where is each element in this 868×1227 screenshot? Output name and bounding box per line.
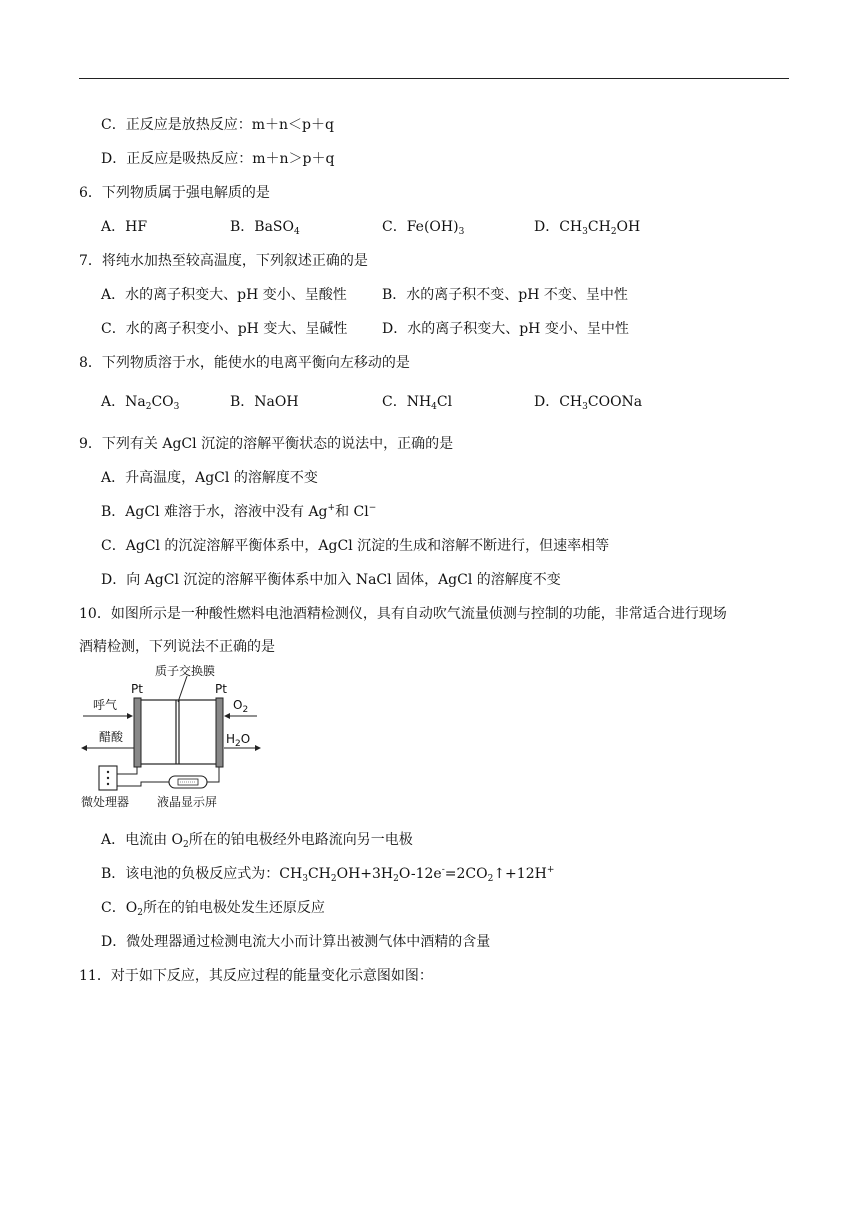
q5-option-d: D．正反应是吸热反应：m＋n＞p＋q (101, 151, 335, 167)
q7-option-b: B．水的离子积不变、pH 不变、呈中性 (382, 287, 628, 303)
wire-to-display (117, 782, 169, 786)
membrane-label: 质子交换膜 (155, 664, 216, 678)
q10-option-c: C．$O_2$所在的铂电极处发生还原反应 (101, 900, 325, 918)
q5-option-c: C．正反应是放热反应：m＋n＜p＋q (101, 117, 334, 133)
q9-option-d: D．向 AgCl 沉淀的溶解平衡体系中加入 NaCl 固体，AgCl 的溶解度不变 (101, 572, 561, 588)
q10-option-b: B．该电池的负极反应式为：$CH_3CH_2OH+3H_2O-12e^-=2CO_2↑+12H^+$ (101, 865, 555, 884)
q6-option-d: D．$CH_3CH_2OH$ (534, 219, 641, 237)
q8-option-d: D．$CH_3COONa$ (534, 394, 643, 412)
q11-stem: 11．对于如下反应，其反应过程的能量变化示意图如图： (79, 968, 433, 984)
q8-stem: 8．下列物质溶于水，能使水的电离平衡向左移动的是 (79, 355, 410, 371)
q10-stem-line1: 10．如图所示是一种酸性燃料电池酒精检测仪，具有自动吹气流量侦测与控制的功能，非常适合进行现场 (79, 606, 727, 622)
breath-arrowhead (127, 713, 133, 719)
q8-option-a: A．$Na_2CO_3$ (101, 394, 180, 412)
q7-option-a: A．水的离子积变大、pH 变小、呈酸性 (101, 287, 347, 303)
q7-option-d: D．水的离子积变大、pH 变小、呈中性 (382, 321, 629, 337)
display-label: 液晶显示屏 (157, 795, 218, 809)
wire-left (117, 767, 137, 774)
q6-stem: 6．下列物质属于强电解质的是 (79, 185, 270, 201)
q9-option-b: B．AgCl 难溶于水，溶液中没有 Ag+和 Cl− (101, 503, 377, 520)
header-rule (79, 78, 789, 79)
left-electrode (134, 698, 141, 767)
q9-option-a: A．升高温度，AgCl 的溶解度不变 (101, 470, 318, 486)
membrane-pointer (178, 676, 187, 702)
acetic-label: 醋酸 (99, 730, 124, 744)
q10-option-d: D．微处理器通过检测电流大小而计算出被测气体中酒精的含量 (101, 934, 491, 950)
processor-dot-2 (107, 777, 109, 779)
q6-option-a: A．HF (101, 219, 148, 235)
q10-option-a: A．电流由 $O_2$所在的铂电极经外电路流向另一电极 (101, 832, 413, 850)
processor-label: 微处理器 (81, 795, 130, 809)
h2o-label: $H_2O$ (226, 732, 251, 749)
right-electrode (216, 698, 223, 767)
wire-right (207, 767, 219, 782)
q7-stem: 7．将纯水加热至较高温度，下列叙述正确的是 (79, 253, 368, 269)
q7-option-c: C．水的离子积变小、pH 变大、呈碱性 (101, 321, 348, 337)
q9-option-c: C．AgCl 的沉淀溶解平衡体系中，AgCl 沉淀的生成和溶解不断进行，但速率相等 (101, 538, 610, 554)
acetic-arrowhead (81, 745, 87, 751)
pt-left-label: Pt (131, 682, 143, 696)
h2o-arrowhead (255, 745, 261, 751)
processor-dot-1 (107, 771, 109, 773)
q9-stem: 9．下列有关 AgCl 沉淀的溶解平衡状态的说法中，正确的是 (79, 436, 454, 452)
o2-label: $O_2$ (233, 698, 249, 715)
q6-option-c: C．$Fe(OH)_3$ (382, 219, 465, 237)
o2-arrowhead (224, 713, 230, 719)
processor-dot-3 (107, 783, 109, 785)
q6-option-b: B．BaSO$_4$ (230, 219, 300, 237)
q8-option-b: B．NaOH (230, 394, 299, 410)
q10-stem-line2: 酒精检测，下列说法不正确的是 (79, 639, 275, 655)
fuel-cell-diagram (79, 664, 269, 814)
pt-right-label: Pt (215, 682, 227, 696)
q8-option-c: C．$NH_4Cl$ (382, 394, 453, 412)
breath-label: 呼气 (93, 698, 118, 712)
cell-body (137, 700, 219, 764)
